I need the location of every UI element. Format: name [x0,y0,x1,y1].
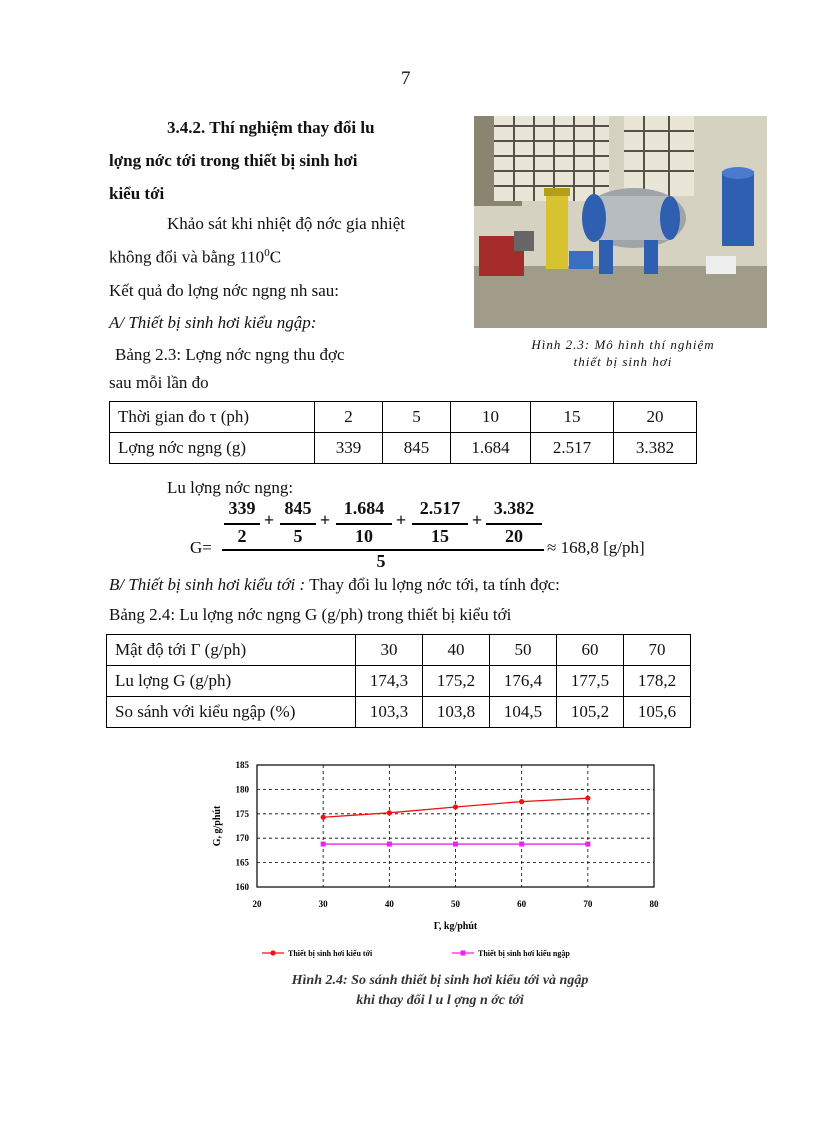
formula-denominator-1: 2 [237,526,247,546]
table-cell: 3.382 [614,433,697,464]
x-tick-label: 40 [384,899,394,909]
y-tick-label: 160 [235,882,249,892]
formula-denominator-5: 20 [505,526,523,546]
formula-result: ≈ 168,8 [g/ph] [547,538,645,557]
table-cell: Thời gian đo τ (ph) [110,402,315,433]
legend-label: Thiết bị sinh hơi kiểu ngập [478,949,570,958]
data-point [387,842,392,847]
table-cell: 60 [557,635,624,666]
table-cell: 2.517 [531,433,614,464]
x-tick-label: 50 [451,899,460,909]
photo-caption-line1: Hình 2.3: Mô hình thí nghiệm [531,337,715,352]
x-tick-label: 20 [252,899,262,909]
legend-marker [461,951,466,956]
x-tick-label: 80 [649,899,659,909]
table-row [107,697,691,728]
data-point [387,810,392,815]
table-cell: 20 [614,402,697,433]
plus-sign: + [319,510,331,530]
table-cell: 1.684 [451,433,531,464]
plus-sign: + [471,510,483,530]
table-row [110,433,697,464]
table-cell: So sánh với kiểu ngập (%) [107,697,356,728]
table-cell: 175,2 [423,666,490,697]
table-cell: Mật độ tới Γ (g/ph) [107,635,356,666]
figure4-caption-line1: Hình 2.4: So sánh thiết bị sinh hơi kiểu tới và ngập [291,973,589,988]
fraction-bar [280,523,316,525]
table-row [110,402,697,433]
table-cell: 70 [624,635,691,666]
table-cell: 104,5 [490,697,557,728]
section-heading-line3: kiểu tới [109,184,165,203]
table-cell: 103,3 [356,697,423,728]
table-cell: 105,2 [557,697,624,728]
formula-outer-denominator: 5 [376,551,386,571]
x-tick-label: 70 [583,899,593,909]
paragraph-line2: không đổi và bằng $110^0C$ [109,247,282,267]
paragraph-results: Kết quả đo lợng nớc ngng nh sau: [109,281,339,300]
fraction-bar [336,523,392,525]
data-point [453,804,458,809]
y-tick-label: 180 [235,784,249,795]
data-point [453,842,458,847]
table-cell: Lu lợng G (g/ph) [107,666,356,697]
table-2-4 [106,634,691,728]
table-cell: 176,4 [490,666,557,697]
formula-denominator-2: 5 [293,526,303,546]
paragraph-line1: Khảo sát khi nhiệt độ nớc gia nhiệt [167,214,405,233]
formula-denominator-3: 10 [355,526,373,546]
y-tick-label: 185 [235,760,249,770]
data-point [519,842,524,847]
formula-numerator-5: 3.382 [493,498,535,518]
x-axis-label: Γ, kg/phút [433,921,478,932]
photo-caption-line2: thiết bị sinh hơi [573,354,673,369]
table3-caption-line1: Bảng 2.3: Lợng nớc ngng thu đợc [115,345,345,364]
plus-sign: + [263,510,275,530]
subsection-a-title: A/ Thiết bị sinh hơi kiểu ngập: [109,313,317,332]
formula-numerator-3: 1.684 [343,498,385,518]
table-cell: 15 [531,402,614,433]
data-point [585,796,590,801]
table-cell: 339 [315,433,383,464]
section-heading-line2: lợng nớc tới trong thiết bị sinh hơi [109,151,358,170]
x-tick-label: 60 [517,899,527,909]
data-point [321,842,326,847]
comparison-chart [200,755,680,965]
table-cell: 30 [356,635,423,666]
y-tick-label: 165 [235,857,249,868]
formula-numerator-4: 2.517 [419,498,461,518]
table-cell: 178,2 [624,666,691,697]
x-tick-label: 30 [318,899,328,909]
table-cell: 845 [383,433,451,464]
table-cell: 177,5 [557,666,624,697]
formula-denominator-4: 15 [431,526,449,546]
fraction-bar [486,523,542,525]
figure4-caption-line2: khi thay đổi l u l ợng n ớc tới [356,993,524,1008]
table-cell: 10 [451,402,531,433]
page-number: 7 [401,68,411,89]
section-heading-line1: 3.4.2. Thí nghiệm thay đổi lu [167,118,375,137]
data-point [585,842,590,847]
table-cell: 103,8 [423,697,490,728]
table-row [107,635,691,666]
y-tick-label: 170 [235,833,249,844]
equipment-photo [474,116,767,328]
y-tick-label: 175 [235,808,249,819]
table4-caption: Bảng 2.4: Lu lợng nớc ngng G (g/ph) trong thiết bị kiểu tới [109,605,512,624]
formula-numerator-1: 339 [228,498,256,518]
data-point [519,799,524,804]
fraction-bar [412,523,468,525]
table-cell: 5 [383,402,451,433]
table3-caption-line2: sau mỗi lần đo [109,373,209,392]
table-2-3 [109,401,697,464]
table-cell: 40 [423,635,490,666]
table-cell: Lợng nớc ngng (g) [110,433,315,464]
formula-g-label: G= [190,538,212,557]
data-point [321,815,326,820]
table-cell: 2 [315,402,383,433]
fraction-bar [224,523,260,525]
table-row [107,666,691,697]
y-axis-label: G, g/phút [212,805,223,847]
plus-sign: + [395,510,407,530]
legend-label: Thiết bị sinh hơi kiểu tới [288,949,373,958]
subsection-b-title: B/ Thiết bị sinh hơi kiểu tới : Thay đổi lu lợng nớc tới, ta tính đợc: [109,575,560,594]
table-cell: 174,3 [356,666,423,697]
formula-numerator-2: 845 [284,498,312,518]
table-cell: 50 [490,635,557,666]
legend-marker [270,950,275,955]
table-cell: 105,6 [624,697,691,728]
formula-intro: Lu lợng nớc ngng: [167,478,294,497]
